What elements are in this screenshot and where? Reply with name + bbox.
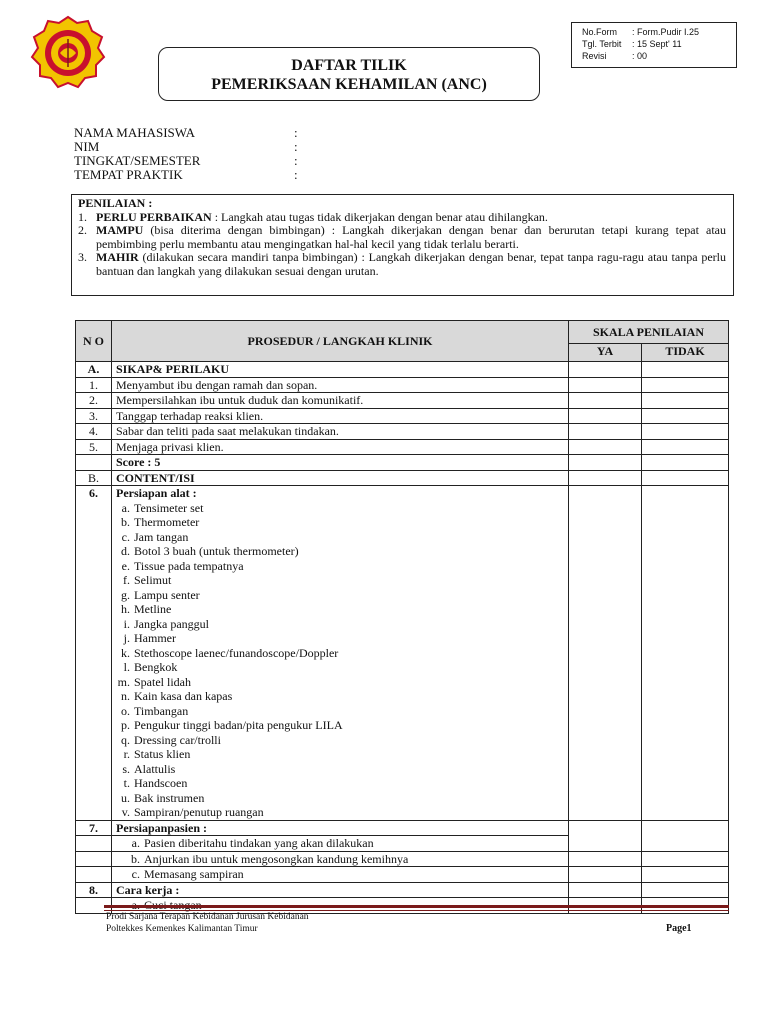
header-scale: SKALA PENILAIAN (569, 321, 729, 344)
step-8-row: 8. Cara kerja : (76, 882, 729, 898)
list-item: t. Handscoen (123, 776, 188, 790)
tidak-cell[interactable] (642, 377, 729, 393)
list-item: d. Botol 3 buah (untuk thermometer) (121, 544, 299, 558)
list-item: n. Kain kasa dan kapas (121, 689, 233, 703)
list-item: b. Anjurkan ibu untuk mengosongkan kandung kemihnya (76, 851, 729, 867)
footer-rule-thin (104, 910, 729, 911)
step-6-row: 6. Persiapan alat : a. Tensimeter set b. Thermometer c. Jam tangan d. Botol 3 buah (untuk thermometer) e. Tissue pada tempatnya f. Selimut g. Lampu senter h. Metline i. Jangka panggul j. Hammer k. Stethoscope laenec/funandoscope/Doppler l. Bengkok m. Spatel lidah n. Kain kasa dan kapas o. Timbangan p. Pengukur tinggi badan/pita pengukur LILA q. Dressing car/trolli r. Status klien s. Alattulis t. Handscoen u. Bak instrumen v. Sampiran/penutup ruangan (76, 486, 729, 821)
tidak-cell[interactable] (642, 408, 729, 424)
tidak-cell[interactable] (642, 455, 729, 471)
ya-cell[interactable] (569, 424, 642, 440)
list-item: g. Lampu senter (121, 587, 200, 602)
ya-cell[interactable] (569, 408, 642, 424)
step-7-row: 7. Persiapanpasien : (76, 820, 729, 836)
list-item: p. Pengukur tinggi badan/pita pengukur LILA (121, 718, 343, 732)
assessment-item: 3. MAHIR (dilakukan secara mandiri tanpa bimbingan) : Langkah dikerjakan dengan benar, tepat tanpa ragu-ragu atau tanpa perlu bantuan dan langkah yang dilakukan sesuai dengan urutan. (78, 250, 726, 278)
table-header-row (76, 321, 729, 344)
tidak-cell[interactable] (642, 424, 729, 440)
tidak-cell[interactable] (642, 851, 729, 867)
ya-cell[interactable] (569, 439, 642, 455)
document-title (158, 47, 540, 101)
footer-institution: Poltekkes Kemenkes Kalimantan Timur (106, 924, 258, 934)
list-item: k. Stethoscope laenec/funandoscope/Doppler (121, 645, 339, 660)
assessment-heading: PENILAIAN : (78, 196, 153, 210)
form-info-box (571, 22, 737, 68)
ya-cell[interactable] (569, 470, 642, 486)
institution-logo (30, 15, 106, 91)
list-item: o. Timbangan (121, 703, 189, 718)
section-row: A. SIKAP& PERILAKU (76, 362, 729, 378)
list-item: m. Spatel lidah (117, 674, 191, 689)
list-item: i. Jangka panggul (123, 616, 209, 631)
list-item: b. Thermometer (121, 515, 200, 529)
ya-cell[interactable] (569, 362, 642, 378)
revision-row: Revisi : 00 (582, 51, 648, 61)
table-row: 5. Menjaga privasi klien. (76, 439, 729, 455)
tidak-cell[interactable] (642, 486, 729, 821)
ya-cell[interactable] (569, 882, 642, 898)
list-item: u. Bak instrumen (121, 790, 205, 805)
list-item: h. Metline (121, 602, 172, 616)
assessment-legend-box (71, 194, 734, 296)
title-line-2: PEMERIKSAAN KEHAMILAN (ANC) (211, 76, 487, 93)
list-item: a. Tensimeter set (121, 500, 204, 515)
step-6-content: Persiapan alat : a. Tensimeter set b. Thermometer c. Jam tangan d. Botol 3 buah (untuk thermometer) e. Tissue pada tempatnya f. Selimut g. Lampu senter h. Metline i. Jangka panggul j. Hammer k. Stethoscope laenec/funandoscope/Doppler l. Bengkok m. Spatel lidah n. Kain kasa dan kapas o. Timbangan p. Pengukur tinggi badan/pita pengukur LILA q. Dressing car/trolli r. Status klien s. Alattulis t. Handscoen u. Bak instrumen v. Sampiran/penutup ruangan (112, 486, 569, 821)
tidak-cell[interactable] (642, 393, 729, 409)
list-item: f. Selimut (123, 573, 172, 587)
score-row: Score : 5 (76, 455, 729, 471)
list-item: e. Tissue pada tempatnya (121, 558, 244, 573)
tidak-cell[interactable] (642, 470, 729, 486)
list-item: a. Pasien diberitahu tindakan yang akan dilakukan (76, 836, 729, 852)
list-item: j. Hammer (123, 631, 176, 645)
ya-cell[interactable] (569, 820, 642, 851)
page-number: Page1 (666, 923, 692, 934)
list-item: c. Memasang sampiran (76, 867, 729, 883)
assessment-item: 1. PERLU PERBAIKAN : Langkah atau tugas tidak dikerjakan dengan benar atau dihilangkan. (78, 209, 548, 224)
section-row: B. CONTENT/ISI (76, 470, 729, 486)
tidak-cell[interactable] (642, 867, 729, 883)
list-item: l. Bengkok (123, 660, 178, 674)
header-tidak: TIDAK (642, 344, 729, 362)
list-item: c. Jam tangan (121, 529, 189, 544)
ya-cell[interactable] (569, 867, 642, 883)
ya-cell[interactable] (569, 455, 642, 471)
checklist-table (75, 320, 729, 914)
tidak-cell[interactable] (642, 820, 729, 851)
header-procedure: PROSEDUR / LANGKAH KLINIK (112, 321, 569, 362)
header-no: N O (76, 321, 112, 362)
table-row: 4. Sabar dan teliti pada saat melakukan tindakan. (76, 424, 729, 440)
ya-cell[interactable] (569, 851, 642, 867)
equipment-list (116, 501, 564, 820)
form-number-row: No.Form : Form.Pudir I.25 (582, 27, 700, 37)
ya-cell[interactable] (569, 393, 642, 409)
footer-program: Prodi Sarjana Terapan Kebidanan Jurusan Kebidanan (106, 912, 309, 922)
title-line-1: DAFTAR TILIK (291, 57, 407, 74)
tidak-cell[interactable] (642, 439, 729, 455)
list-item: r. Status klien (123, 747, 191, 761)
list-item: q. Dressing car/trolli (121, 732, 221, 747)
ya-cell[interactable] (569, 377, 642, 393)
assessment-item: 2. MAMPU (bisa diterima dengan bimbingan) : Langkah dikerjakan dengan benar dan berurutan tetapi kurang tepat atau pembimbing perlu membantu atau mengingatkan hal-hal kecil yang tidak terlalu berarti. (78, 223, 726, 251)
header-ya: YA (569, 344, 642, 362)
table-row: 1. Menyambut ibu dengan ramah dan sopan. (76, 377, 729, 393)
tidak-cell[interactable] (642, 362, 729, 378)
tidak-cell[interactable] (642, 882, 729, 898)
list-item: v. Sampiran/penutup ruangan (121, 805, 264, 819)
table-row: 3. Tanggap terhadap reaksi klien. (76, 408, 729, 424)
issue-date-row: Tgl. Terbit : 15 Sept' 11 (582, 39, 682, 49)
list-item: s. Alattulis (122, 761, 176, 776)
footer-rule (104, 905, 729, 908)
ya-cell[interactable] (569, 486, 642, 821)
table-row: 2. Mempersilahkan ibu untuk duduk dan komunikatif. (76, 393, 729, 409)
